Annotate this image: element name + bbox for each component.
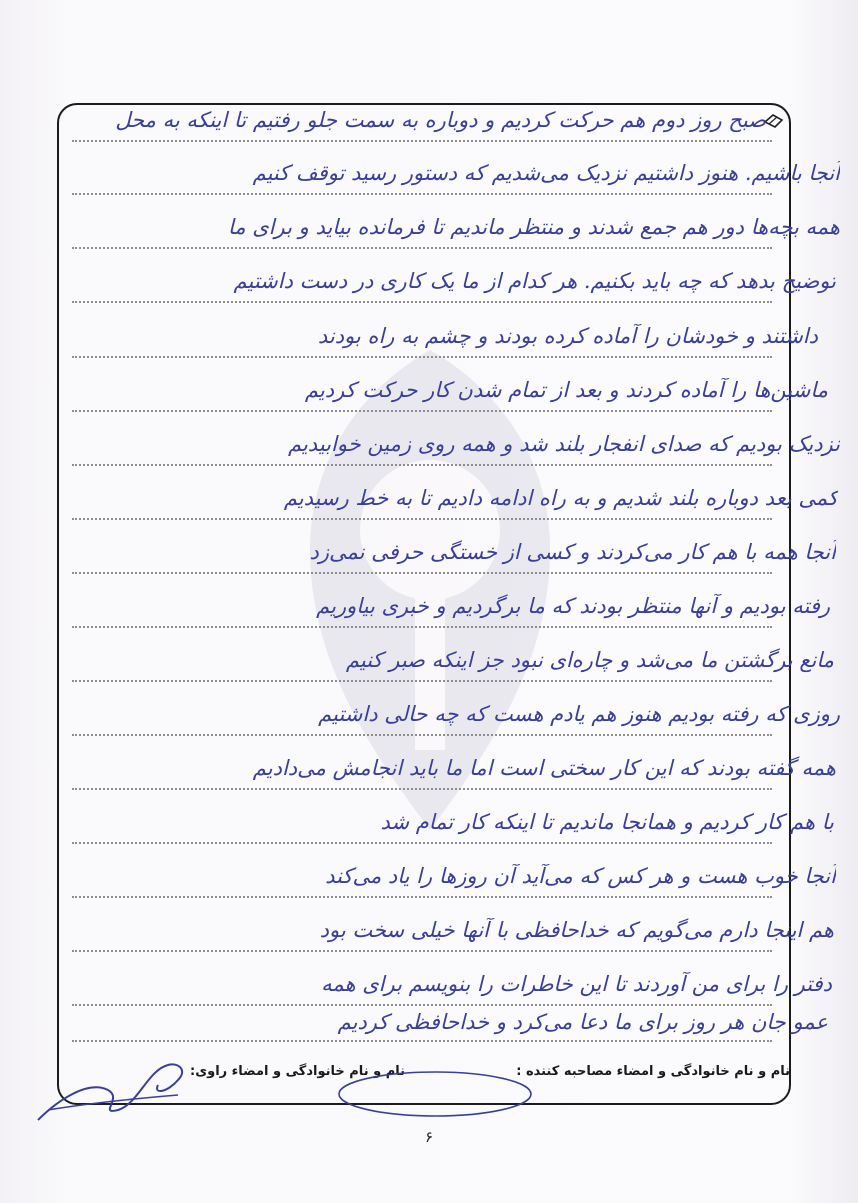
handwritten-line: همه بچه‌ها دور هم جمع شدند و منتظر ماندیم تا فرمانده بیاید و برای ما	[227, 215, 840, 239]
handwritten-line: ماشین‌ها را آماده کردند و بعد از تمام شدن کار حرکت کردیم	[304, 378, 828, 402]
handwritten-line: دفتر را برای من آوردند تا این خاطرات را بنویسم برای همه	[321, 972, 832, 996]
handwritten-line: آنجا خوب هست و هر کس که می‌آید آن روزها را یاد می‌کند	[325, 864, 836, 888]
signature-oval	[335, 1064, 535, 1120]
handwritten-line: صبح روز دوم هم حرکت کردیم و دوباره به سمت جلو رفتیم تا اینکه به محل	[115, 108, 766, 132]
page-number: ۶	[424, 1128, 434, 1146]
handwritten-signature	[28, 1040, 198, 1130]
handwritten-line: آنجا باشیم. هنوز داشتیم نزدیک می‌شدیم که دستور رسید توقف کنیم	[252, 161, 840, 185]
handwritten-line: رفته بودیم و آنها منتظر بودند که ما برگردیم و خبری بیاوریم	[316, 594, 830, 618]
handwritten-line: نزدیک بودیم که صدای انفجار بلند شد و همه روی زمین خوابیدیم	[287, 432, 840, 456]
handwritten-line: داشتند و خودشان را آماده کرده بودند و چشم به راه بودند	[317, 324, 818, 348]
pencil-note-icon	[763, 112, 785, 130]
handwritten-line: هم اینجا دارم می‌گویم که خداحافظی با آنها خیلی سخت بود	[319, 918, 834, 942]
handwritten-line: روزی که رفته بودیم هنوز هم یادم هست که چه حالی داشتیم	[318, 702, 840, 726]
handwritten-line: عمو جان هر روز برای ما دعا می‌کرد و خداحافظی کردیم	[337, 1010, 828, 1034]
handwritten-line: همه گفته بودند که این کار سختی است اما ما باید انجامش می‌دادیم	[252, 756, 836, 780]
handwritten-line: توضیح بدهد که چه باید بکنیم. هر کدام از ما یک کاری در دست داشتیم	[233, 269, 836, 293]
handwritten-line: کمی بعد دوباره بلند شدیم و به راه ادامه دادیم تا به خط رسیدیم	[283, 486, 838, 510]
interviewer-signature-label: نام و نام خانوادگی و امضاء مصاحبه کننده :	[516, 1064, 790, 1079]
handwritten-line: با هم کار کردیم و همانجا ماندیم تا اینکه کار تمام شد	[380, 810, 834, 834]
handwritten-line: آنجا همه با هم کار می‌کردند و کسی از خستگی حرفی نمی‌زد	[309, 540, 836, 564]
handwritten-line: مانع برگشتن ما می‌شد و چاره‌ای نبود جز اینکه صبر کنیم	[345, 648, 834, 672]
narrator-signature-label: نام و نام خانوادگی و امضاء راوی:	[190, 1064, 405, 1079]
